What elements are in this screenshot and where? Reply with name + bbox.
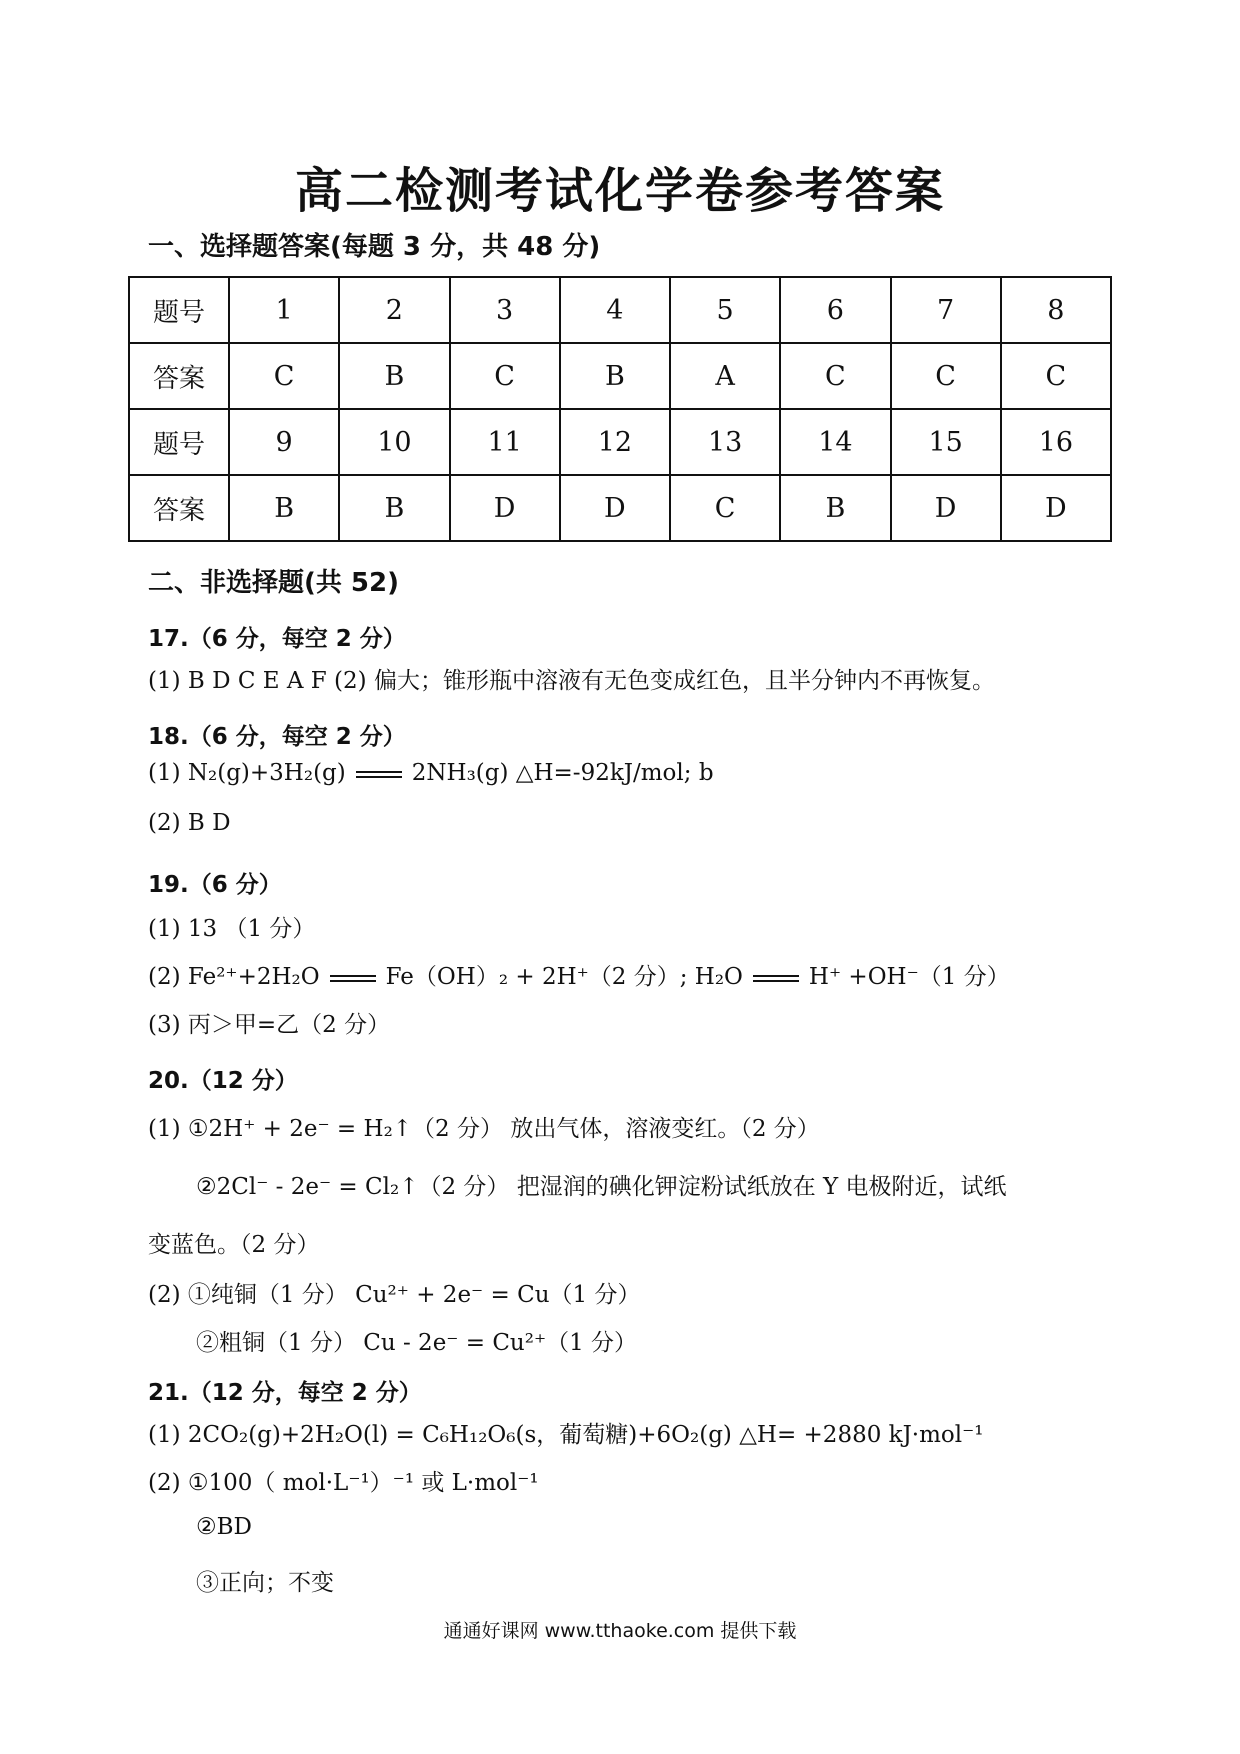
reversible-arrow-icon [330,972,376,984]
table-cell: 8 [1001,277,1111,343]
question-21-heading: 21.（12 分，每空 2 分） [148,1380,422,1406]
table-cell: 5 [670,277,780,343]
question-18-answer-2: (2) B D [148,810,231,836]
table-cell: 题号 [129,277,229,343]
table-cell: 答案 [129,475,229,541]
table-cell: 16 [1001,409,1111,475]
table-cell: C [1001,343,1111,409]
question-21-answer-4: ③正向；不变 [196,1570,334,1596]
question-20-answer-1: (1) ①2H⁺ + 2e⁻ = H₂↑（2 分） 放出气体，溶液变红。（2 分） [148,1116,820,1142]
question-19-answer-1: (1) 13 （1 分） [148,916,316,942]
table-row [129,343,1111,409]
question-20-answer-2: ②2Cl⁻ - 2e⁻ = Cl₂↑（2 分） 把湿润的碘化钾淀粉试纸放在 Y 电极附近，试纸 [196,1174,1007,1200]
answer-table [128,276,1112,542]
table-cell: C [450,343,560,409]
table-row [129,277,1111,343]
question-20-answer-4: (2) ①纯铜（1 分） Cu²⁺ + 2e⁻ = Cu（1 分） [148,1282,641,1308]
question-21-answer-2: (2) ①100（ mol·L⁻¹）⁻¹ 或 L·mol⁻¹ [148,1470,539,1496]
question-18-answer-1 [148,760,714,786]
table-cell: C [670,475,780,541]
question-18-heading: 18.（6 分，每空 2 分） [148,724,406,750]
table-cell: 13 [670,409,780,475]
question-20-answer-5: ②粗铜（1 分） Cu - 2e⁻ = Cu²⁺（1 分） [196,1330,638,1356]
table-cell: 2 [339,277,449,343]
table-cell: B [229,475,339,541]
table-cell: D [891,475,1001,541]
question-19-answer-3: (3) 丙＞甲=乙（2 分） [148,1012,391,1038]
table-cell: B [339,475,449,541]
table-cell: 11 [450,409,560,475]
table-cell: 15 [891,409,1001,475]
table-cell: 7 [891,277,1001,343]
page-title: 高二检测考试化学卷参考答案 [294,163,945,219]
question-21-answer-3: ②BD [196,1514,252,1540]
table-cell: B [780,475,890,541]
equation-right: 2NH₃(g) △H=-92kJ/mol; b [411,760,714,786]
question-19-answer-2 [148,958,1010,991]
table-cell: D [1001,475,1111,541]
table-cell: B [339,343,449,409]
table-cell: D [450,475,560,541]
table-cell: 3 [450,277,560,343]
reversible-arrow-icon [356,768,402,780]
footer-source: 通通好课网 www.tthaoke.com 提供下载 [443,1620,797,1642]
question-17-heading: 17.（6 分，每空 2 分） [148,626,406,652]
question-20-answer-3: 变蓝色。（2 分） [148,1232,320,1258]
table-cell: 题号 [129,409,229,475]
table-cell: 4 [560,277,670,343]
table-cell: C [891,343,1001,409]
table-cell: B [560,343,670,409]
section-nonchoice-heading: 二、非选择题(共 52) [148,568,399,598]
table-cell: 1 [229,277,339,343]
reversible-arrow-icon [753,972,799,984]
equation-part-2: Fe（OH）₂ + 2H⁺（2 分）; H₂O [385,964,743,990]
table-cell: C [780,343,890,409]
table-cell: 6 [780,277,890,343]
table-cell: D [560,475,670,541]
section-choice-heading: 一、选择题答案(每题 3 分，共 48 分) [148,232,601,262]
table-row [129,475,1111,541]
table-cell: 12 [560,409,670,475]
table-cell: 10 [339,409,449,475]
table-cell: C [229,343,339,409]
question-21-answer-1: (1) 2CO₂(g)+2H₂O(l) = C₆H₁₂O₆(s，葡萄糖)+6O₂(g) △H= +2880 kJ·mol⁻¹ [148,1422,984,1448]
table-row [129,409,1111,475]
equation-left: (1) N₂(g)+3H₂(g) [148,760,346,786]
question-20-heading: 20.（12 分） [148,1068,298,1094]
table-cell: 14 [780,409,890,475]
table-cell: A [670,343,780,409]
question-19-heading: 19.（6 分） [148,872,282,898]
equation-part-1: (2) Fe²⁺+2H₂O [148,964,320,990]
table-cell: 9 [229,409,339,475]
table-cell: 答案 [129,343,229,409]
question-17-answer: (1) B D C E A F (2) 偏大；锥形瓶中溶液有无色变成红色，且半分钟内不再恢复。 [148,668,995,694]
equation-part-3: H⁺ +OH⁻（1 分） [808,964,1010,990]
